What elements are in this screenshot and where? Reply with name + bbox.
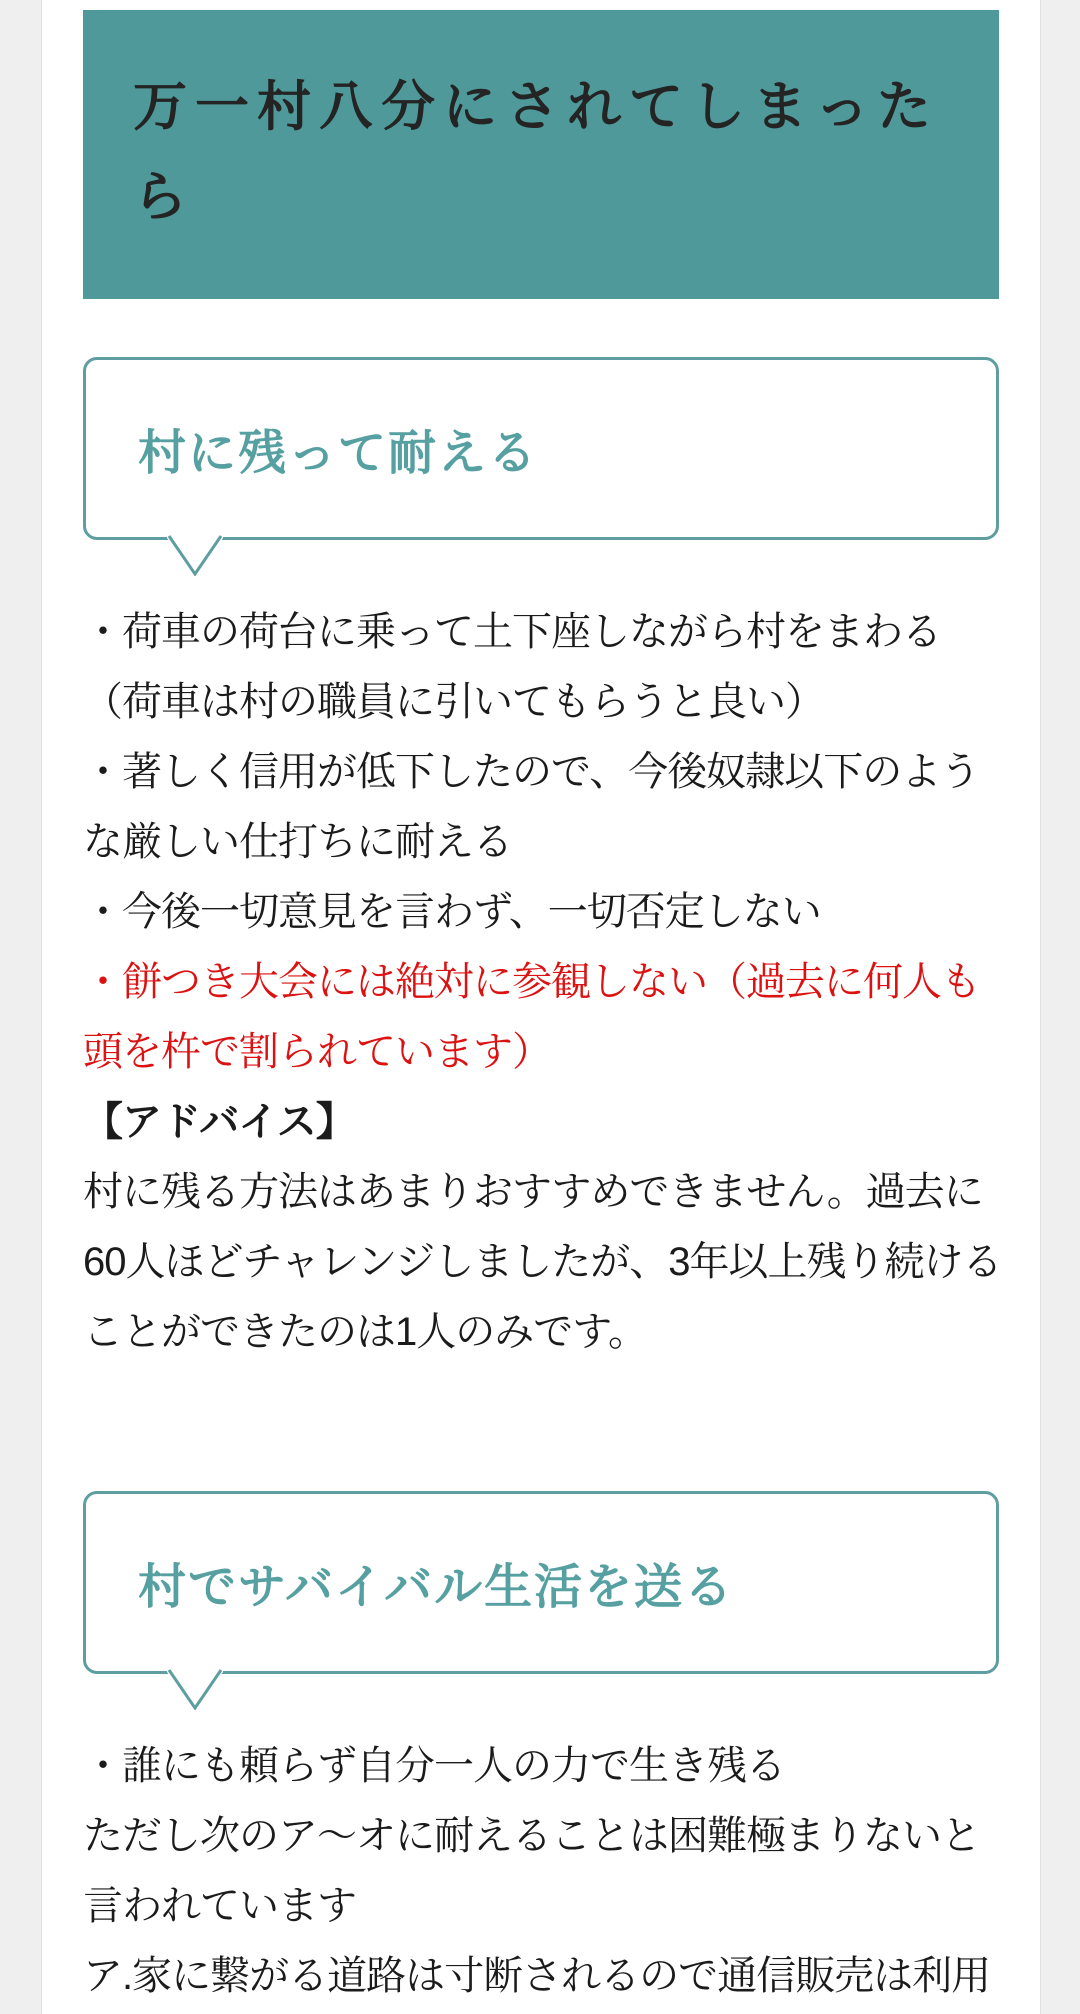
text-line: ・誰にも頼らず自分一人の力で生き残る xyxy=(83,1744,785,1788)
section-body-stay xyxy=(83,597,1002,1367)
speech-bubble-tail-icon xyxy=(166,534,224,576)
text-line: ことができたのは1人のみです。 xyxy=(83,1310,648,1354)
text-line: な厳しい仕打ちに耐える xyxy=(83,820,512,864)
section-heading-survival: 村でサバイバル生活を送る xyxy=(138,1561,735,1614)
text-line: 【アドバイス】 xyxy=(83,1100,355,1144)
text-line: ア.家に繋がる道路は寸断されるので通信販売は利用 xyxy=(83,1954,991,1998)
text-line: （荷車は村の職員に引いてもらうと良い） xyxy=(83,680,824,724)
text-line: 頭を杵で割られています） xyxy=(83,1030,551,1074)
speech-bubble-tail-icon xyxy=(166,1668,224,1710)
text-line: ・今後一切意見を言わず、一切否定しない xyxy=(83,890,821,934)
section-heading-stay: 村に残って耐える xyxy=(138,427,539,480)
text-line: 村に残る方法はあまりおすすめできません。過去に xyxy=(83,1170,983,1214)
article-card xyxy=(41,0,1041,2014)
article-title-banner xyxy=(83,10,999,299)
text-line: 60人ほどチャレンジしましたが、3年以上残り続ける xyxy=(83,1240,1002,1284)
text-line: ただし次のア〜オに耐えることは困難極まりないと xyxy=(83,1814,980,1858)
article-title: 万一村八分にされてしまったら xyxy=(133,77,939,227)
text-line: ・餅つき大会には絶対に参観しない（過去に何人も xyxy=(83,960,980,1004)
text-line: ・荷車の荷台に乗って土下座しながら村をまわる xyxy=(83,610,941,654)
text-line: ・著しく信用が低下したので、今後奴隷以下のよう xyxy=(83,750,980,794)
section-stay-in-village xyxy=(83,357,1002,1367)
section-survival-life xyxy=(83,1491,999,2011)
text-line: 言われています xyxy=(83,1884,356,1928)
speech-bubble-survival xyxy=(83,1491,999,1674)
section-body-survival xyxy=(83,1731,999,2011)
speech-bubble-stay xyxy=(83,357,999,540)
